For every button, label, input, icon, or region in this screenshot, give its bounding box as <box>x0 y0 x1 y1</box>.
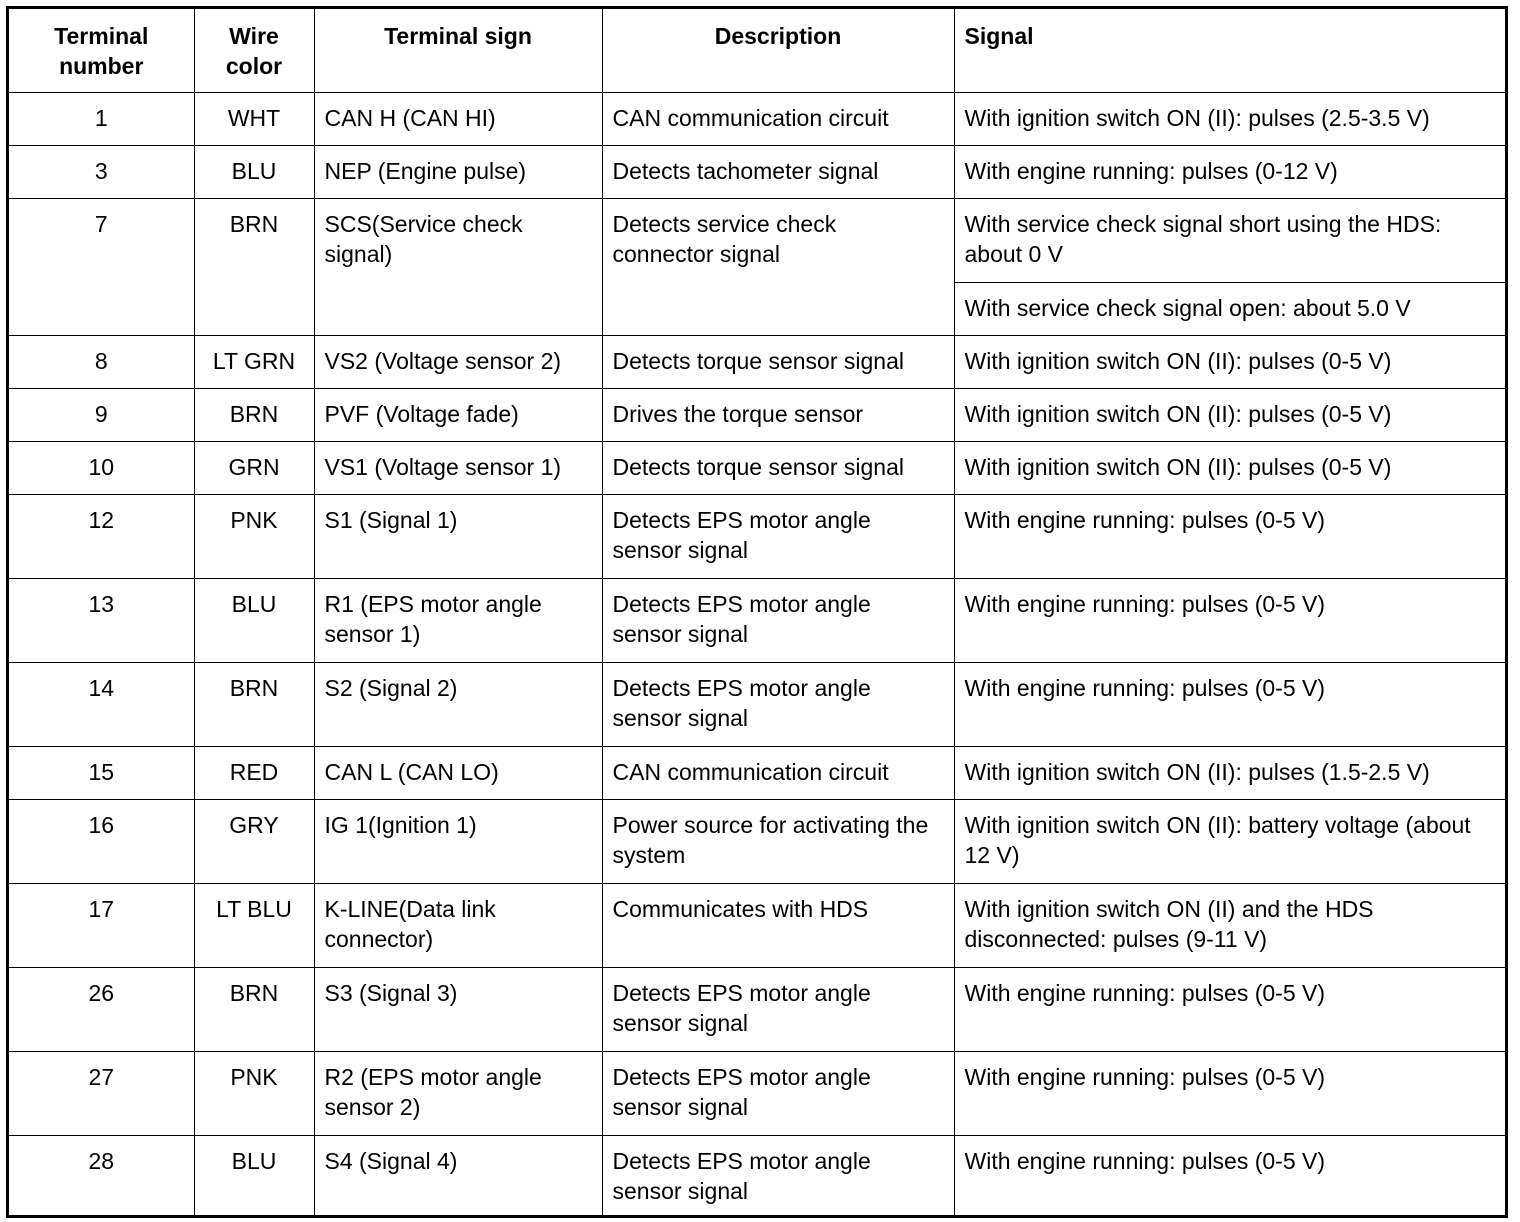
table-row <box>9 92 1505 145</box>
cell-terminal-number: 17 <box>9 883 194 967</box>
table-row <box>9 388 1505 441</box>
header-wire-color: Wire color <box>194 9 314 92</box>
cell-signal: With engine running: pulses (0-12 V) <box>954 145 1505 198</box>
cell-signal: With ignition switch ON (II) and the HDS disconnected: pulses (9-11 V) <box>954 883 1505 967</box>
cell-description: Detects tachometer signal <box>602 145 954 198</box>
cell-wire-color: BRN <box>194 388 314 441</box>
cell-terminal-number: 3 <box>9 145 194 198</box>
cell-terminal-number: 9 <box>9 388 194 441</box>
cell-terminal-number: 15 <box>9 746 194 799</box>
cell-wire-color: BRN <box>194 662 314 746</box>
cell-terminal-number: 1 <box>9 92 194 145</box>
cell-terminal-sign: R2 (EPS motor angle sensor 2) <box>314 1051 602 1135</box>
cell-wire-color: BRN <box>194 198 314 335</box>
cell-description: Detects torque sensor signal <box>602 335 954 388</box>
cell-description: Drives the torque sensor <box>602 388 954 441</box>
cell-terminal-number: 13 <box>9 578 194 662</box>
cell-terminal-number: 16 <box>9 799 194 883</box>
cell-terminal-sign: PVF (Voltage fade) <box>314 388 602 441</box>
cell-terminal-sign: CAN H (CAN HI) <box>314 92 602 145</box>
cell-description: Detects EPS motor angle sensor signal <box>602 662 954 746</box>
cell-description: Detects EPS motor angle sensor signal <box>602 494 954 578</box>
cell-terminal-sign: S1 (Signal 1) <box>314 494 602 578</box>
cell-terminal-number: 27 <box>9 1051 194 1135</box>
cell-terminal-sign: R1 (EPS motor angle sensor 1) <box>314 578 602 662</box>
cell-wire-color: LT GRN <box>194 335 314 388</box>
cell-wire-color: BLU <box>194 145 314 198</box>
cell-description: Detects torque sensor signal <box>602 441 954 494</box>
cell-description: Detects EPS motor angle sensor signal <box>602 967 954 1051</box>
cell-signal: With ignition switch ON (II): pulses (0-5 V) <box>954 441 1505 494</box>
cell-wire-color: WHT <box>194 92 314 145</box>
cell-signal: With engine running: pulses (0-5 V) <box>954 578 1505 662</box>
cell-terminal-sign: K-LINE(Data link connector) <box>314 883 602 967</box>
terminal-table-frame <box>6 6 1508 1218</box>
cell-wire-color: GRN <box>194 441 314 494</box>
header-signal: Signal <box>954 9 1505 92</box>
table-row <box>9 883 1505 967</box>
cell-signal: With engine running: pulses (0-5 V) <box>954 662 1505 746</box>
cell-wire-color: PNK <box>194 1051 314 1135</box>
cell-signal: With ignition switch ON (II): pulses (0-5 V) <box>954 388 1505 441</box>
cell-description: Detects EPS motor angle sensor signal <box>602 578 954 662</box>
cell-signal: With ignition switch ON (II): pulses (1.5-2.5 V) <box>954 746 1505 799</box>
table-row <box>9 198 1505 282</box>
cell-terminal-sign: CAN L (CAN LO) <box>314 746 602 799</box>
cell-terminal-sign: VS1 (Voltage sensor 1) <box>314 441 602 494</box>
cell-wire-color: PNK <box>194 494 314 578</box>
header-description: Description <box>602 9 954 92</box>
cell-terminal-number: 12 <box>9 494 194 578</box>
cell-terminal-number: 8 <box>9 335 194 388</box>
cell-description: Power source for activating the system <box>602 799 954 883</box>
cell-description: Communicates with HDS <box>602 883 954 967</box>
table-row <box>9 145 1505 198</box>
table-row <box>9 578 1505 662</box>
cell-wire-color: GRY <box>194 799 314 883</box>
table-row <box>9 746 1505 799</box>
header-row <box>9 9 1505 92</box>
cell-wire-color: LT BLU <box>194 883 314 967</box>
cell-signal-secondary: With service check signal open: about 5.0 V <box>954 282 1505 335</box>
table-row <box>9 335 1505 388</box>
cell-description: Detects service check connector signal <box>602 198 954 335</box>
cell-signal: With ignition switch ON (II): pulses (2.5-3.5 V) <box>954 92 1505 145</box>
table-row <box>9 662 1505 746</box>
cell-signal: With engine running: pulses (0-5 V) <box>954 1051 1505 1135</box>
header-terminal-number: Terminal number <box>9 9 194 92</box>
cell-terminal-sign: S3 (Signal 3) <box>314 967 602 1051</box>
cell-terminal-number: 28 <box>9 1135 194 1215</box>
cell-terminal-number: 10 <box>9 441 194 494</box>
cell-signal: With ignition switch ON (II): pulses (0-5 V) <box>954 335 1505 388</box>
cell-signal: With engine running: pulses (0-5 V) <box>954 494 1505 578</box>
table-row <box>9 441 1505 494</box>
terminal-table <box>9 9 1505 1215</box>
cell-terminal-number: 26 <box>9 967 194 1051</box>
cell-description: CAN communication circuit <box>602 746 954 799</box>
cell-description: Detects EPS motor angle sensor signal <box>602 1051 954 1135</box>
cell-wire-color: RED <box>194 746 314 799</box>
cell-terminal-sign: S4 (Signal 4) <box>314 1135 602 1215</box>
cell-wire-color: BRN <box>194 967 314 1051</box>
cell-terminal-sign: S2 (Signal 2) <box>314 662 602 746</box>
cell-terminal-number: 14 <box>9 662 194 746</box>
cell-signal: With engine running: pulses (0-5 V) <box>954 967 1505 1051</box>
header-terminal-sign: Terminal sign <box>314 9 602 92</box>
table-row <box>9 967 1505 1051</box>
cell-wire-color: BLU <box>194 578 314 662</box>
cell-signal: With engine running: pulses (0-5 V) <box>954 1135 1505 1215</box>
table-row <box>9 799 1505 883</box>
cell-terminal-sign: NEP (Engine pulse) <box>314 145 602 198</box>
cell-description: CAN communication circuit <box>602 92 954 145</box>
cell-terminal-number: 7 <box>9 198 194 335</box>
cell-wire-color: BLU <box>194 1135 314 1215</box>
table-row <box>9 1051 1505 1135</box>
cell-terminal-sign: SCS(Service check signal) <box>314 198 602 335</box>
cell-signal: With ignition switch ON (II): battery voltage (about 12 V) <box>954 799 1505 883</box>
table-row <box>9 1135 1505 1215</box>
cell-signal: With service check signal short using the HDS: about 0 V <box>954 198 1505 282</box>
table-row <box>9 494 1505 578</box>
cell-terminal-sign: VS2 (Voltage sensor 2) <box>314 335 602 388</box>
cell-description: Detects EPS motor angle sensor signal <box>602 1135 954 1215</box>
cell-terminal-sign: IG 1(Ignition 1) <box>314 799 602 883</box>
